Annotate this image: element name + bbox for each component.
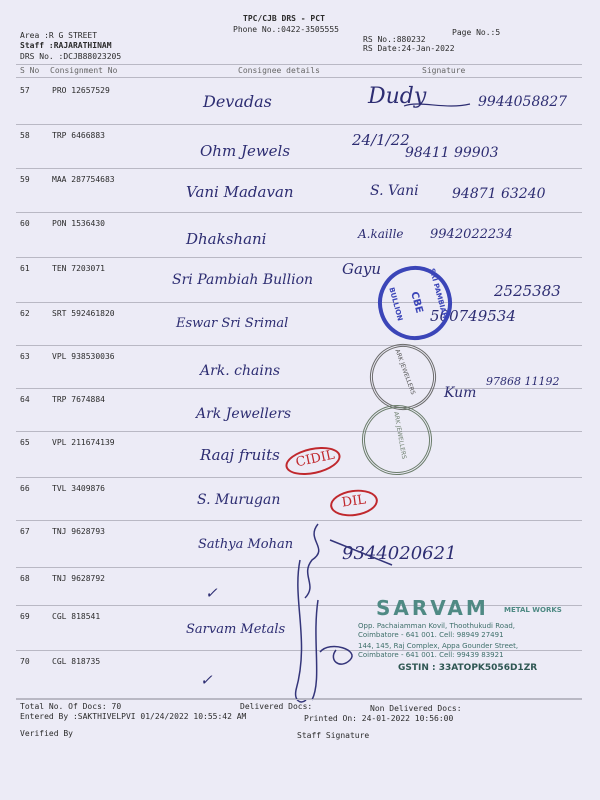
signature: S. Vani [370, 183, 419, 199]
row-number: 70 [20, 657, 30, 666]
consignee-name: S. Murugan [197, 492, 281, 508]
phone-handwritten: 500749534 [430, 307, 516, 325]
sarvam-address-1: Opp. Pachaiamman Kovil, Thoothukudi Road, [358, 622, 516, 630]
phone-handwritten: 98411 99903 [405, 145, 499, 161]
sarvam-address-4: Coimbatore - 641 001. Cell: 99439 83921 [358, 651, 504, 659]
consignment-number: VPL 938530036 [52, 352, 115, 361]
column-signature: Signature [422, 66, 466, 75]
signature: Kum [444, 385, 477, 401]
row-number: 59 [20, 175, 30, 184]
stamp-text: ARK JEWELLERS [392, 411, 408, 460]
sarvam-subtitle: METAL WORKS [504, 606, 562, 614]
phone-handwritten: 2525383 [494, 282, 561, 300]
dil-text: DIL [340, 492, 367, 511]
rs-number: RS No.:880232 [363, 35, 426, 44]
check-mark: ✓ [200, 671, 213, 689]
row-number: 60 [20, 219, 30, 228]
row-number: 61 [20, 264, 30, 273]
signature: 24/1/22 [352, 131, 410, 149]
row-number: 64 [20, 395, 30, 404]
phone-handwritten: 9942022234 [430, 227, 513, 242]
row-number: 62 [20, 309, 30, 318]
phone-number: Phone No.:0422-3505555 [233, 25, 339, 34]
consignee-name: Eswar Sri Srimal [176, 316, 289, 331]
column-consignment: Consignment No [50, 66, 118, 75]
consignee-name: Ark. chains [200, 363, 281, 379]
phone-handwritten: 9944058827 [478, 94, 568, 110]
consignee-name: Raaj fruits [200, 446, 280, 464]
signature: Gayu [342, 260, 382, 278]
stamp-top-text: SRI PAMBIAH [427, 267, 449, 320]
rs-date: RS Date:24-Jan-2022 [363, 44, 455, 53]
row-number: 65 [20, 438, 30, 447]
sarvam-name: SARVAM [376, 596, 489, 620]
column-consignee: Consignee details [238, 66, 320, 75]
sarvam-address-2: Coimbatore - 641 001. Cell: 98949 27491 [358, 631, 504, 639]
report-title: TPC/CJB DRS - PCT [243, 14, 325, 23]
consignment-number: VPL 211674139 [52, 438, 115, 447]
delivered-docs: Delivered Docs: [240, 702, 313, 711]
column-sno: S No [20, 66, 40, 75]
row-number: 67 [20, 527, 30, 536]
entered-by: Entered By :SAKTHIVELPVI 01/24/2022 10:55:42 AM [20, 712, 247, 721]
consignment-number: TNJ 9628793 [52, 527, 105, 536]
sarvam-address-3: 144, 145, Raj Complex, Appa Gounder Street, [358, 642, 519, 650]
gstin: GSTIN : 33ATOPK5056D1ZR [398, 663, 538, 673]
consignment-number: TNJ 9628792 [52, 574, 105, 583]
consignee-name: Sarvam Metals [186, 622, 286, 637]
footer-divider [16, 699, 582, 700]
signature: A.kaille [358, 227, 404, 241]
stamp-text: ARK JEWELLERS [393, 348, 417, 396]
consignment-number: CGL 818735 [52, 657, 101, 666]
cidil-text: CIDIL [294, 447, 337, 471]
consignment-number: CGL 818541 [52, 612, 101, 621]
check-mark: ✓ [205, 584, 218, 602]
stamp-center-text: CBE [408, 290, 425, 315]
page-number: Page No.:5 [452, 28, 501, 37]
consignee-name: Ark Jewellers [196, 406, 292, 422]
staff-signature: Staff Signature [297, 731, 370, 740]
total-docs: Total No. Of Docs: 70 [20, 702, 122, 711]
consignment-number: TEN 7203071 [52, 264, 105, 273]
consignee-name: Sri Pambiah Bullion [172, 272, 314, 288]
row-number: 69 [20, 612, 30, 621]
consignment-number: PRO 12657529 [52, 86, 110, 95]
consignee-name: Ohm Jewels [200, 142, 291, 160]
consignee-name: Sathya Mohan [198, 537, 294, 552]
consignee-name: Devadas [203, 92, 272, 111]
printed-on: Printed On: 24-01-2022 10:56:00 [304, 714, 454, 723]
consignee-name: Dhakshani [186, 230, 267, 248]
consignment-number: SRT 592461820 [52, 309, 115, 318]
stamp-bottom-text: BULLION [387, 286, 404, 322]
row-number: 57 [20, 86, 30, 95]
row-number: 58 [20, 131, 30, 140]
consignment-number: TRP 7674884 [52, 395, 105, 404]
verified-by: Verified By [20, 729, 73, 738]
phone-handwritten: 9344020621 [342, 543, 457, 564]
staff-label: Staff :RAJARATHINAM [20, 41, 112, 50]
consignee-name: Vani Madavan [186, 183, 294, 201]
row-number: 68 [20, 574, 30, 583]
non-delivered-docs: Non Delivered Docs: [370, 704, 462, 713]
consignment-number: TVL 3409876 [52, 484, 105, 493]
drs-number: DRS No. :DCJB88023205 [20, 52, 122, 61]
phone-handwritten: 94871 63240 [452, 186, 546, 202]
signature: Dudy [368, 84, 427, 109]
consignment-number: MAA 287754683 [52, 175, 115, 184]
area-label: Area :R G STREET [20, 31, 98, 40]
row-number: 63 [20, 352, 30, 361]
consignment-number: TRP 6466883 [52, 131, 105, 140]
consignment-number: PON 1536430 [52, 219, 105, 228]
row-number: 66 [20, 484, 30, 493]
phone-handwritten: 97868 11192 [486, 375, 560, 388]
